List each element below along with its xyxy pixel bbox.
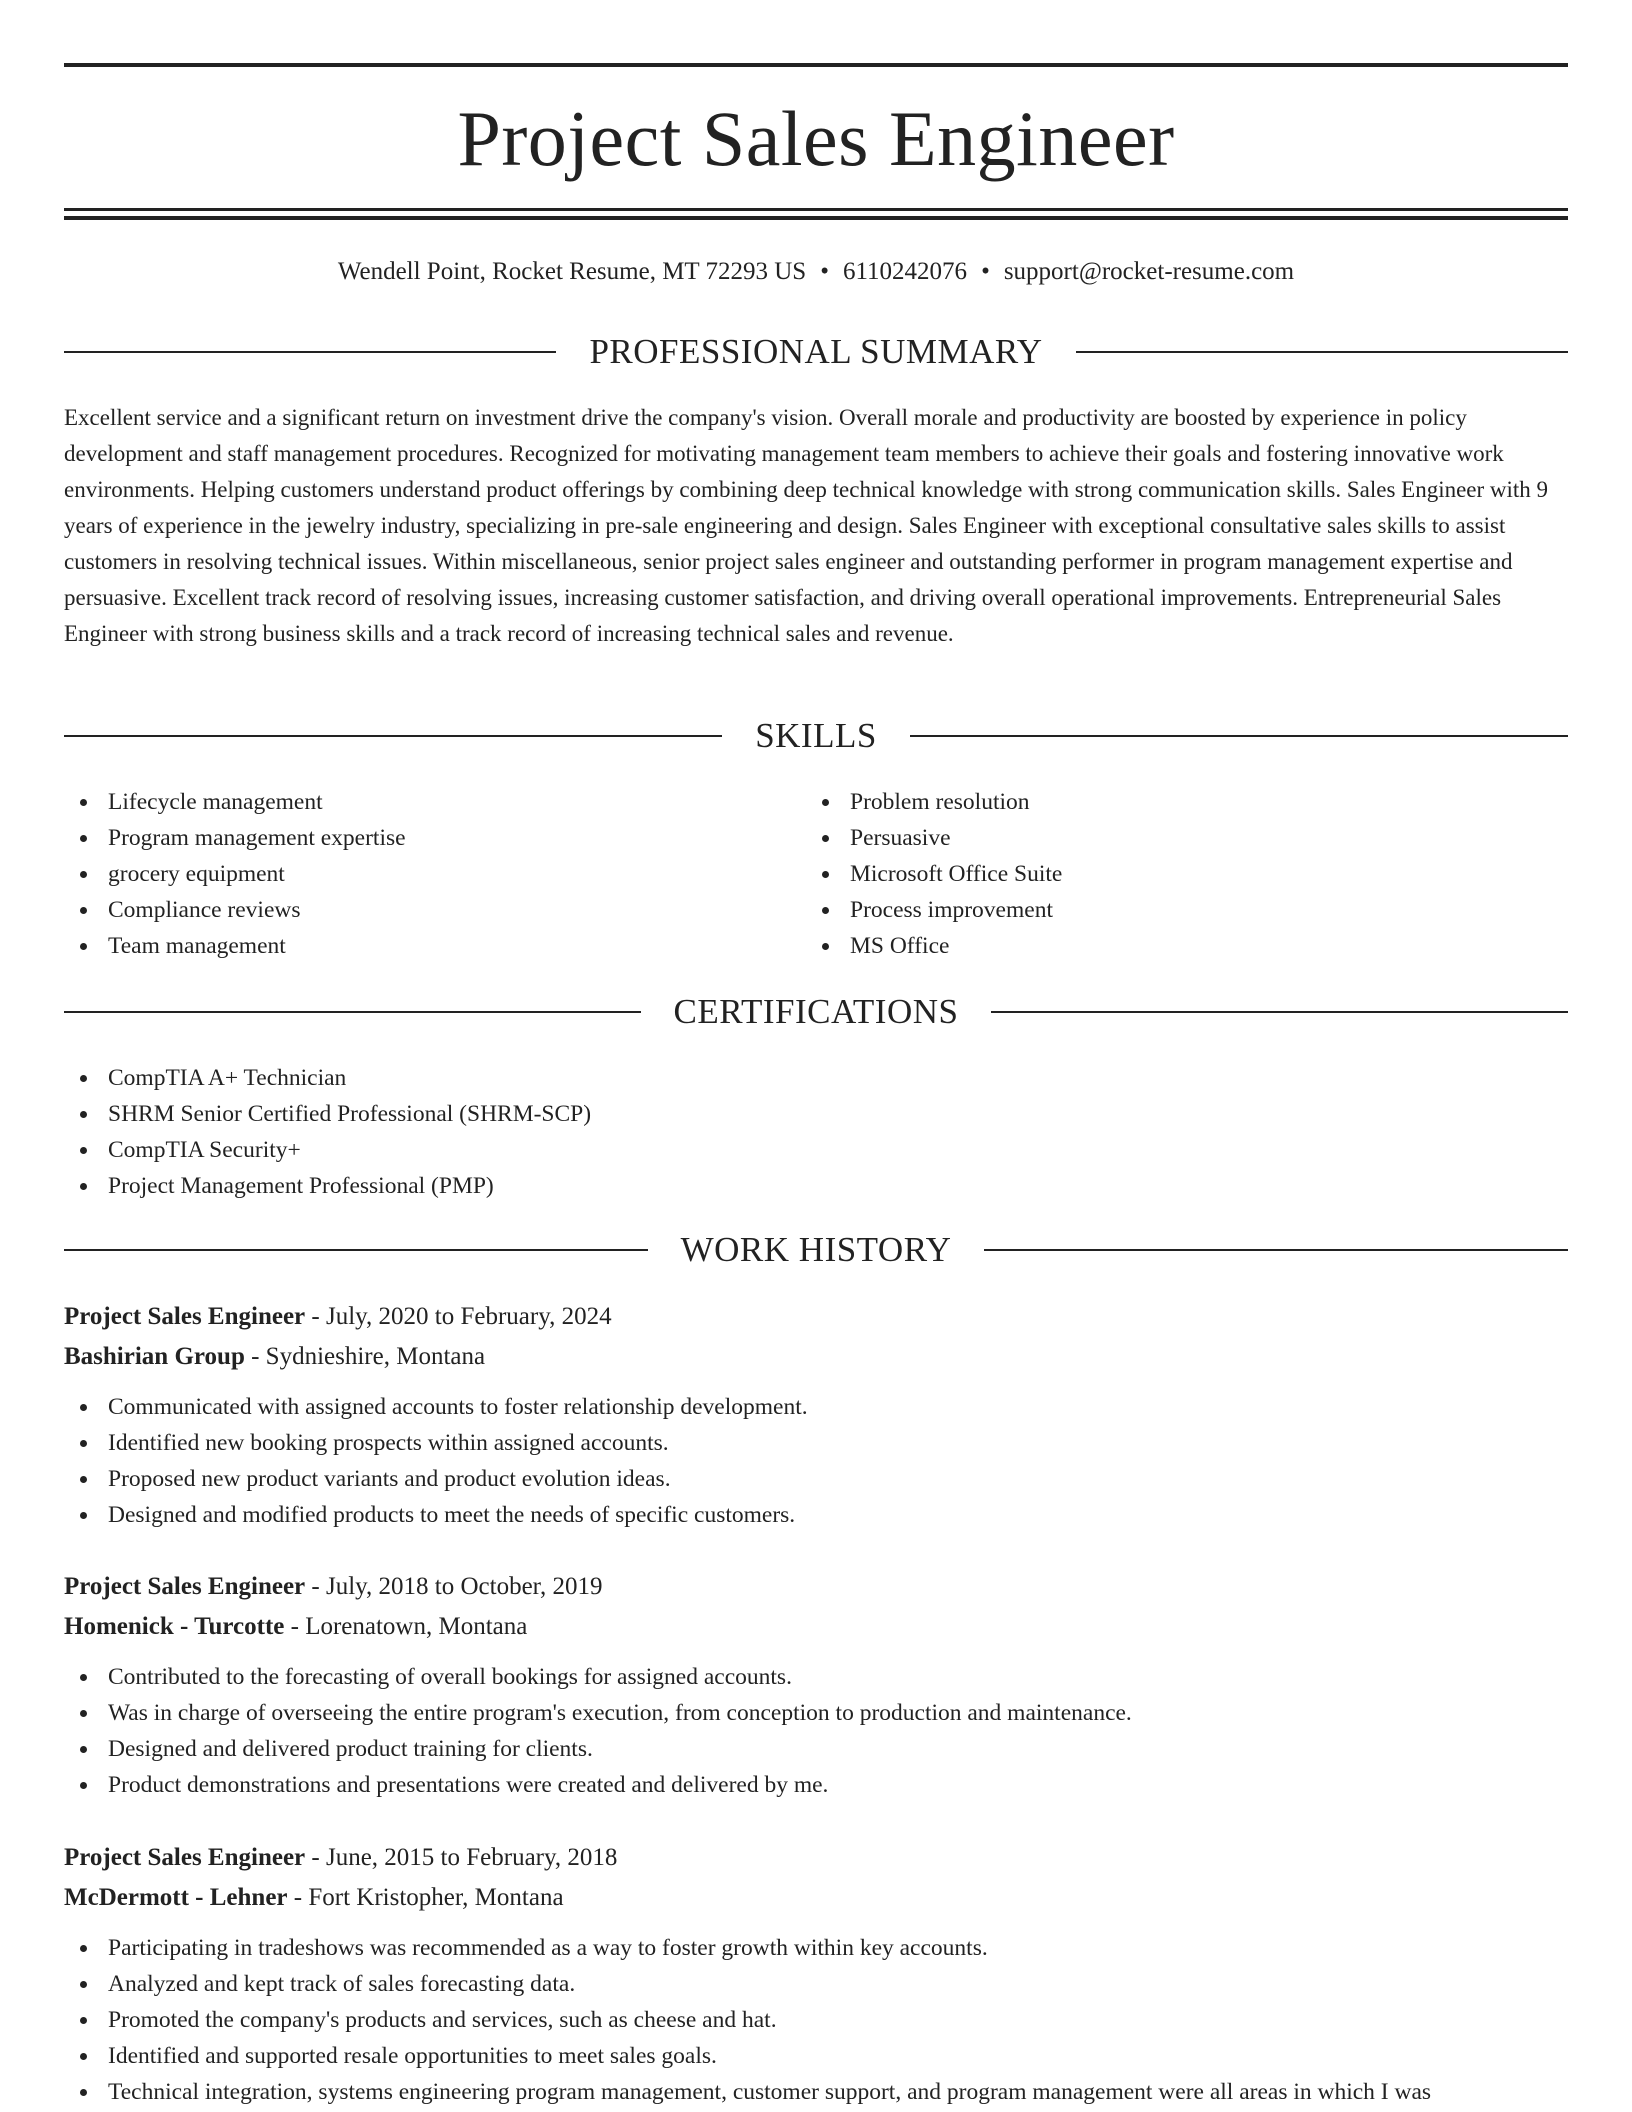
job-company: Bashirian Group: [64, 1343, 245, 1370]
job-dates: - July, 2018 to October, 2019: [305, 1573, 603, 1600]
skill-item: Persuasive: [806, 820, 1566, 856]
section-title-skills: SKILLS: [755, 716, 877, 755]
job-duty: Product demonstrations and presentations were created and delivered by me.: [64, 1767, 1568, 1803]
job-location: - Fort Kristopher, Montana: [287, 1884, 564, 1911]
section-rule-right: [984, 1249, 1568, 1251]
skills-list-left: [64, 784, 804, 964]
job-company: McDermott - Lehner: [64, 1884, 288, 1911]
section-title-certifications: CERTIFICATIONS: [673, 992, 959, 1031]
job-entry: [64, 1838, 1568, 2110]
summary-paragraph: Excellent service and a significant return on investment drive the company's vision. Overall morale and productivity are boosted by experience in policy development and staff management procedures. Recognized for motivating management team members to achieve their goals and fostering innovative work environments. Helping customers understand product offerings by combining deep technical knowledge with strong communication skills. Sales Engineer with 9 years of experience in the jewelry industry, specializing in pre-sale engineering and design. Sales Engineer with exceptional consultative sales skills to assist customers in resolving technical issues. Within miscellaneous, senior project sales engineer and outstanding performer in program management expertise and persuasive. Excellent track record of resolving issues, increasing customer satisfaction, and driving overall operational improvements. Entrepreneurial Sales Engineer with strong business skills and a track record of increasing technical sales and revenue.: [64, 405, 1549, 646]
job-duty: Was in charge of overseeing the entire program's execution, from conception to production and maintenance.: [64, 1695, 1568, 1731]
section-header-skills: [64, 714, 1568, 758]
title-underline-upper: [64, 208, 1568, 211]
job-entry: [64, 1567, 1568, 1803]
job-company-line: [64, 1337, 1568, 1377]
job-duty: Designed and delivered product training for clients.: [64, 1731, 1568, 1767]
contact-separator: •: [981, 258, 990, 285]
section-header-work-history: [64, 1228, 1568, 1272]
job-title-line: [64, 1838, 1568, 1878]
job-location: - Sydnieshire, Montana: [244, 1343, 486, 1370]
job-duty: Analyzed and kept track of sales forecasting data.: [64, 1966, 1568, 2002]
job-title-line: [64, 1297, 1568, 1337]
job-company: Homenick - Turcotte: [64, 1613, 285, 1640]
job-duty: Technical integration, systems engineering program management, customer support, and program management were all areas in which I was: [64, 2074, 1568, 2110]
certification-item: SHRM Senior Certified Professional (SHRM-SCP): [64, 1096, 1568, 1132]
job-duties-list: [64, 1930, 1568, 2110]
skill-item: Microsoft Office Suite: [806, 856, 1566, 892]
skill-item: grocery equipment: [64, 856, 804, 892]
job-company-line: [64, 1607, 1568, 1647]
skill-item: Lifecycle management: [64, 784, 804, 820]
job-duty: Contributed to the forecasting of overall bookings for assigned accounts.: [64, 1659, 1568, 1695]
skills-list-right: [806, 784, 1566, 964]
job-company-line: [64, 1878, 1568, 1918]
certification-item: Project Management Professional (PMP): [64, 1168, 1568, 1204]
resume-title: Project Sales Engineer: [457, 95, 1175, 182]
contact-phone: 6110242076: [842, 258, 968, 285]
section-rule-right: [1076, 351, 1568, 353]
job-duty: Promoted the company's products and services, such as cheese and hat.: [64, 2002, 1568, 2038]
skill-item: Program management expertise: [64, 820, 804, 856]
top-rule: [64, 63, 1568, 67]
section-header-summary: [64, 330, 1568, 374]
contact-separator: •: [820, 258, 829, 285]
job-dates: - July, 2020 to February, 2024: [305, 1303, 612, 1330]
section-rule-left: [64, 1011, 641, 1013]
section-rule-right: [991, 1011, 1568, 1013]
job-duty: Communicated with assigned accounts to foster relationship development.: [64, 1389, 1568, 1425]
job-duties-list: [64, 1389, 1568, 1533]
skill-item: Compliance reviews: [64, 892, 804, 928]
contact-line: [64, 254, 1568, 290]
job-role: Project Sales Engineer: [64, 1844, 306, 1871]
section-header-certifications: [64, 990, 1568, 1034]
job-duty: Proposed new product variants and product evolution ideas.: [64, 1461, 1568, 1497]
job-duties-list: [64, 1659, 1568, 1803]
certification-item: CompTIA A+ Technician: [64, 1060, 1568, 1096]
skill-item: Process improvement: [806, 892, 1566, 928]
skill-item: Team management: [64, 928, 804, 964]
section-rule-left: [64, 1249, 648, 1251]
job-duty: Identified and supported resale opportunities to meet sales goals.: [64, 2038, 1568, 2074]
job-role: Project Sales Engineer: [64, 1573, 306, 1600]
job-duty: Designed and modified products to meet the needs of specific customers.: [64, 1497, 1568, 1533]
certification-item: CompTIA Security+: [64, 1132, 1568, 1168]
section-rule-right: [910, 735, 1568, 737]
job-title-line: [64, 1567, 1568, 1607]
job-duty: Identified new booking prospects within assigned accounts.: [64, 1425, 1568, 1461]
section-title-summary: PROFESSIONAL SUMMARY: [589, 332, 1043, 371]
job-duty: Participating in tradeshows was recommended as a way to foster growth within key accounts.: [64, 1930, 1568, 1966]
section-rule-left: [64, 351, 556, 353]
title-underline-lower: [64, 216, 1568, 220]
job-entry: [64, 1297, 1568, 1533]
section-title-work-history: WORK HISTORY: [680, 1230, 952, 1269]
contact-address: Wendell Point, Rocket Resume, MT 72293 US: [337, 258, 807, 285]
skill-item: MS Office: [806, 928, 1566, 964]
certifications-list: [64, 1060, 1568, 1204]
contact-email: support@rocket-resume.com: [1003, 258, 1295, 285]
skill-item: Problem resolution: [806, 784, 1566, 820]
job-role: Project Sales Engineer: [64, 1303, 306, 1330]
section-rule-left: [64, 735, 722, 737]
job-location: - Lorenatown, Montana: [284, 1613, 528, 1640]
job-dates: - June, 2015 to February, 2018: [305, 1844, 618, 1871]
